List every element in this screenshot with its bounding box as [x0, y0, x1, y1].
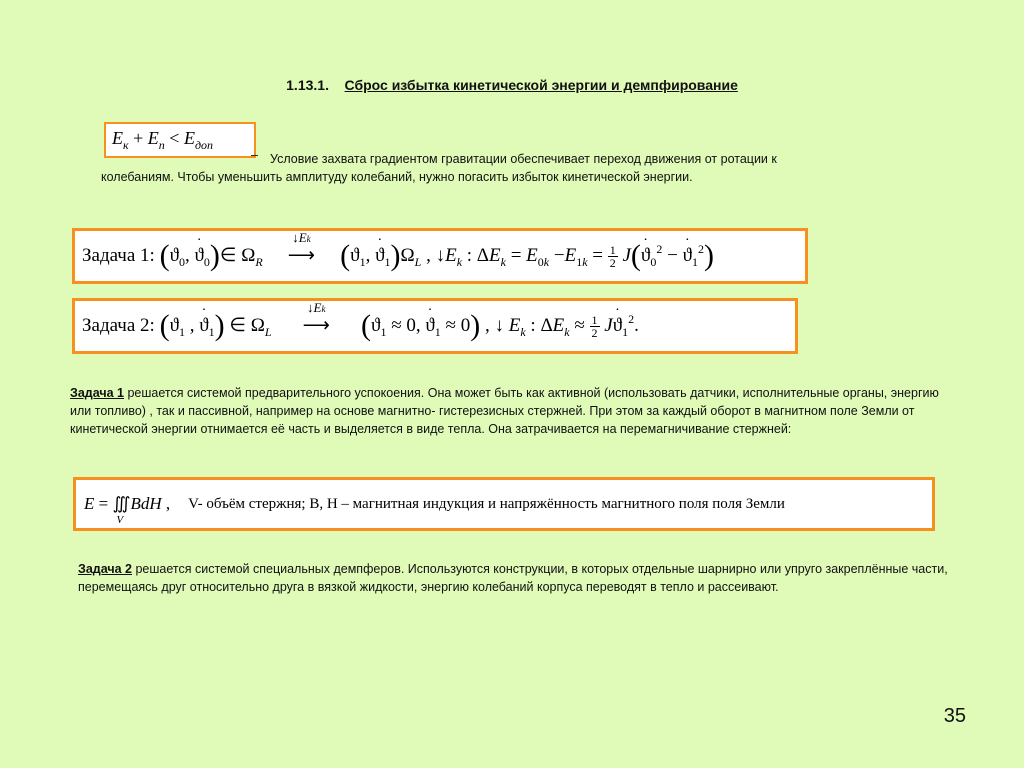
energy-integral-box	[73, 477, 935, 531]
task1-label: Задача 1:	[82, 245, 155, 266]
task2-paragraph-label: Задача 2	[78, 562, 132, 576]
task1-formula-box	[72, 228, 808, 284]
task1-paragraph: Задача 1 решается системой предварительного успокоения. Она может быть как активной (использовать датчики, исполнительные органы, энергию или топливо) , так и пассивной, например на основе магнитно- гистерезисных стержней. При этом за каждый оборот в магнитном поле Земли от кинетической энергии отнимается её часть и выделяется в виде тепла. Она затрачивается на перемагничивание стержней:	[70, 386, 939, 436]
section-title: Сброс избытка кинетической энергии и демпфирование	[344, 77, 738, 93]
energy-inequality-formula: $E_к + E_п < E_{доп}$	[112, 127, 214, 152]
task1-paragraph-label: Задача 1	[70, 386, 124, 400]
page-title	[0, 77, 1024, 93]
task1-formula: Задача 1: ($ϑ_0$, ϑ $˙_0)\in$ $\Omega_R$ ↓Ek ⟶ ($ϑ_1$, ϑ $˙_1)\Omega_L$ , $↓E_k$ : $\Delta E_k = E_{0k} -E_{1k}$ = $\frac{1}{2}$ J(ϑ $˙_0^2 - ϑ$ $˙_1^2$)	[82, 239, 714, 273]
condition-text: Условие захвата градиентом гравитации обеспечивает переход движения от ротации к колебаниям. Чтобы уменьшить амплитуду колебаний, нужно погасить избыток кинетической энергии.	[101, 152, 777, 184]
task2-formula-box	[72, 298, 798, 354]
task2-label: Задача 2:	[82, 315, 155, 336]
dash: –	[251, 148, 258, 162]
formula-description: V- объём стержня; B, H – магнитная индукция и напряжённость магнитного поля поля Земли	[188, 495, 785, 512]
energy-integral-formula: E = ∭ V BdH ,	[84, 494, 171, 526]
task2-formula: Задача 2: ($ϑ_1$ , ϑ $˙_1$) ∈ $\Omega_L$ ↓Ek ⟶ ($ϑ_1 \approx 0$, ϑ $˙_1 \approx 0$) , ↓ $E_k$ : $\Delta E_k$ ≈ $\frac{1}{2}$ Jϑ $˙_1^2$.	[82, 309, 639, 343]
page-number: 35	[943, 705, 966, 727]
section-number: 1.13.1.	[286, 77, 329, 93]
task2-paragraph: Задача 2 решается системой специальных демпферов. Используются конструкции, в которых отдельные шарнирно или упруго закреплённые части, перемещаясь друг относительно друга в вязкой жидкости, энергию колебаний корпуса переводят в тепло и рассеивают.	[78, 562, 948, 594]
